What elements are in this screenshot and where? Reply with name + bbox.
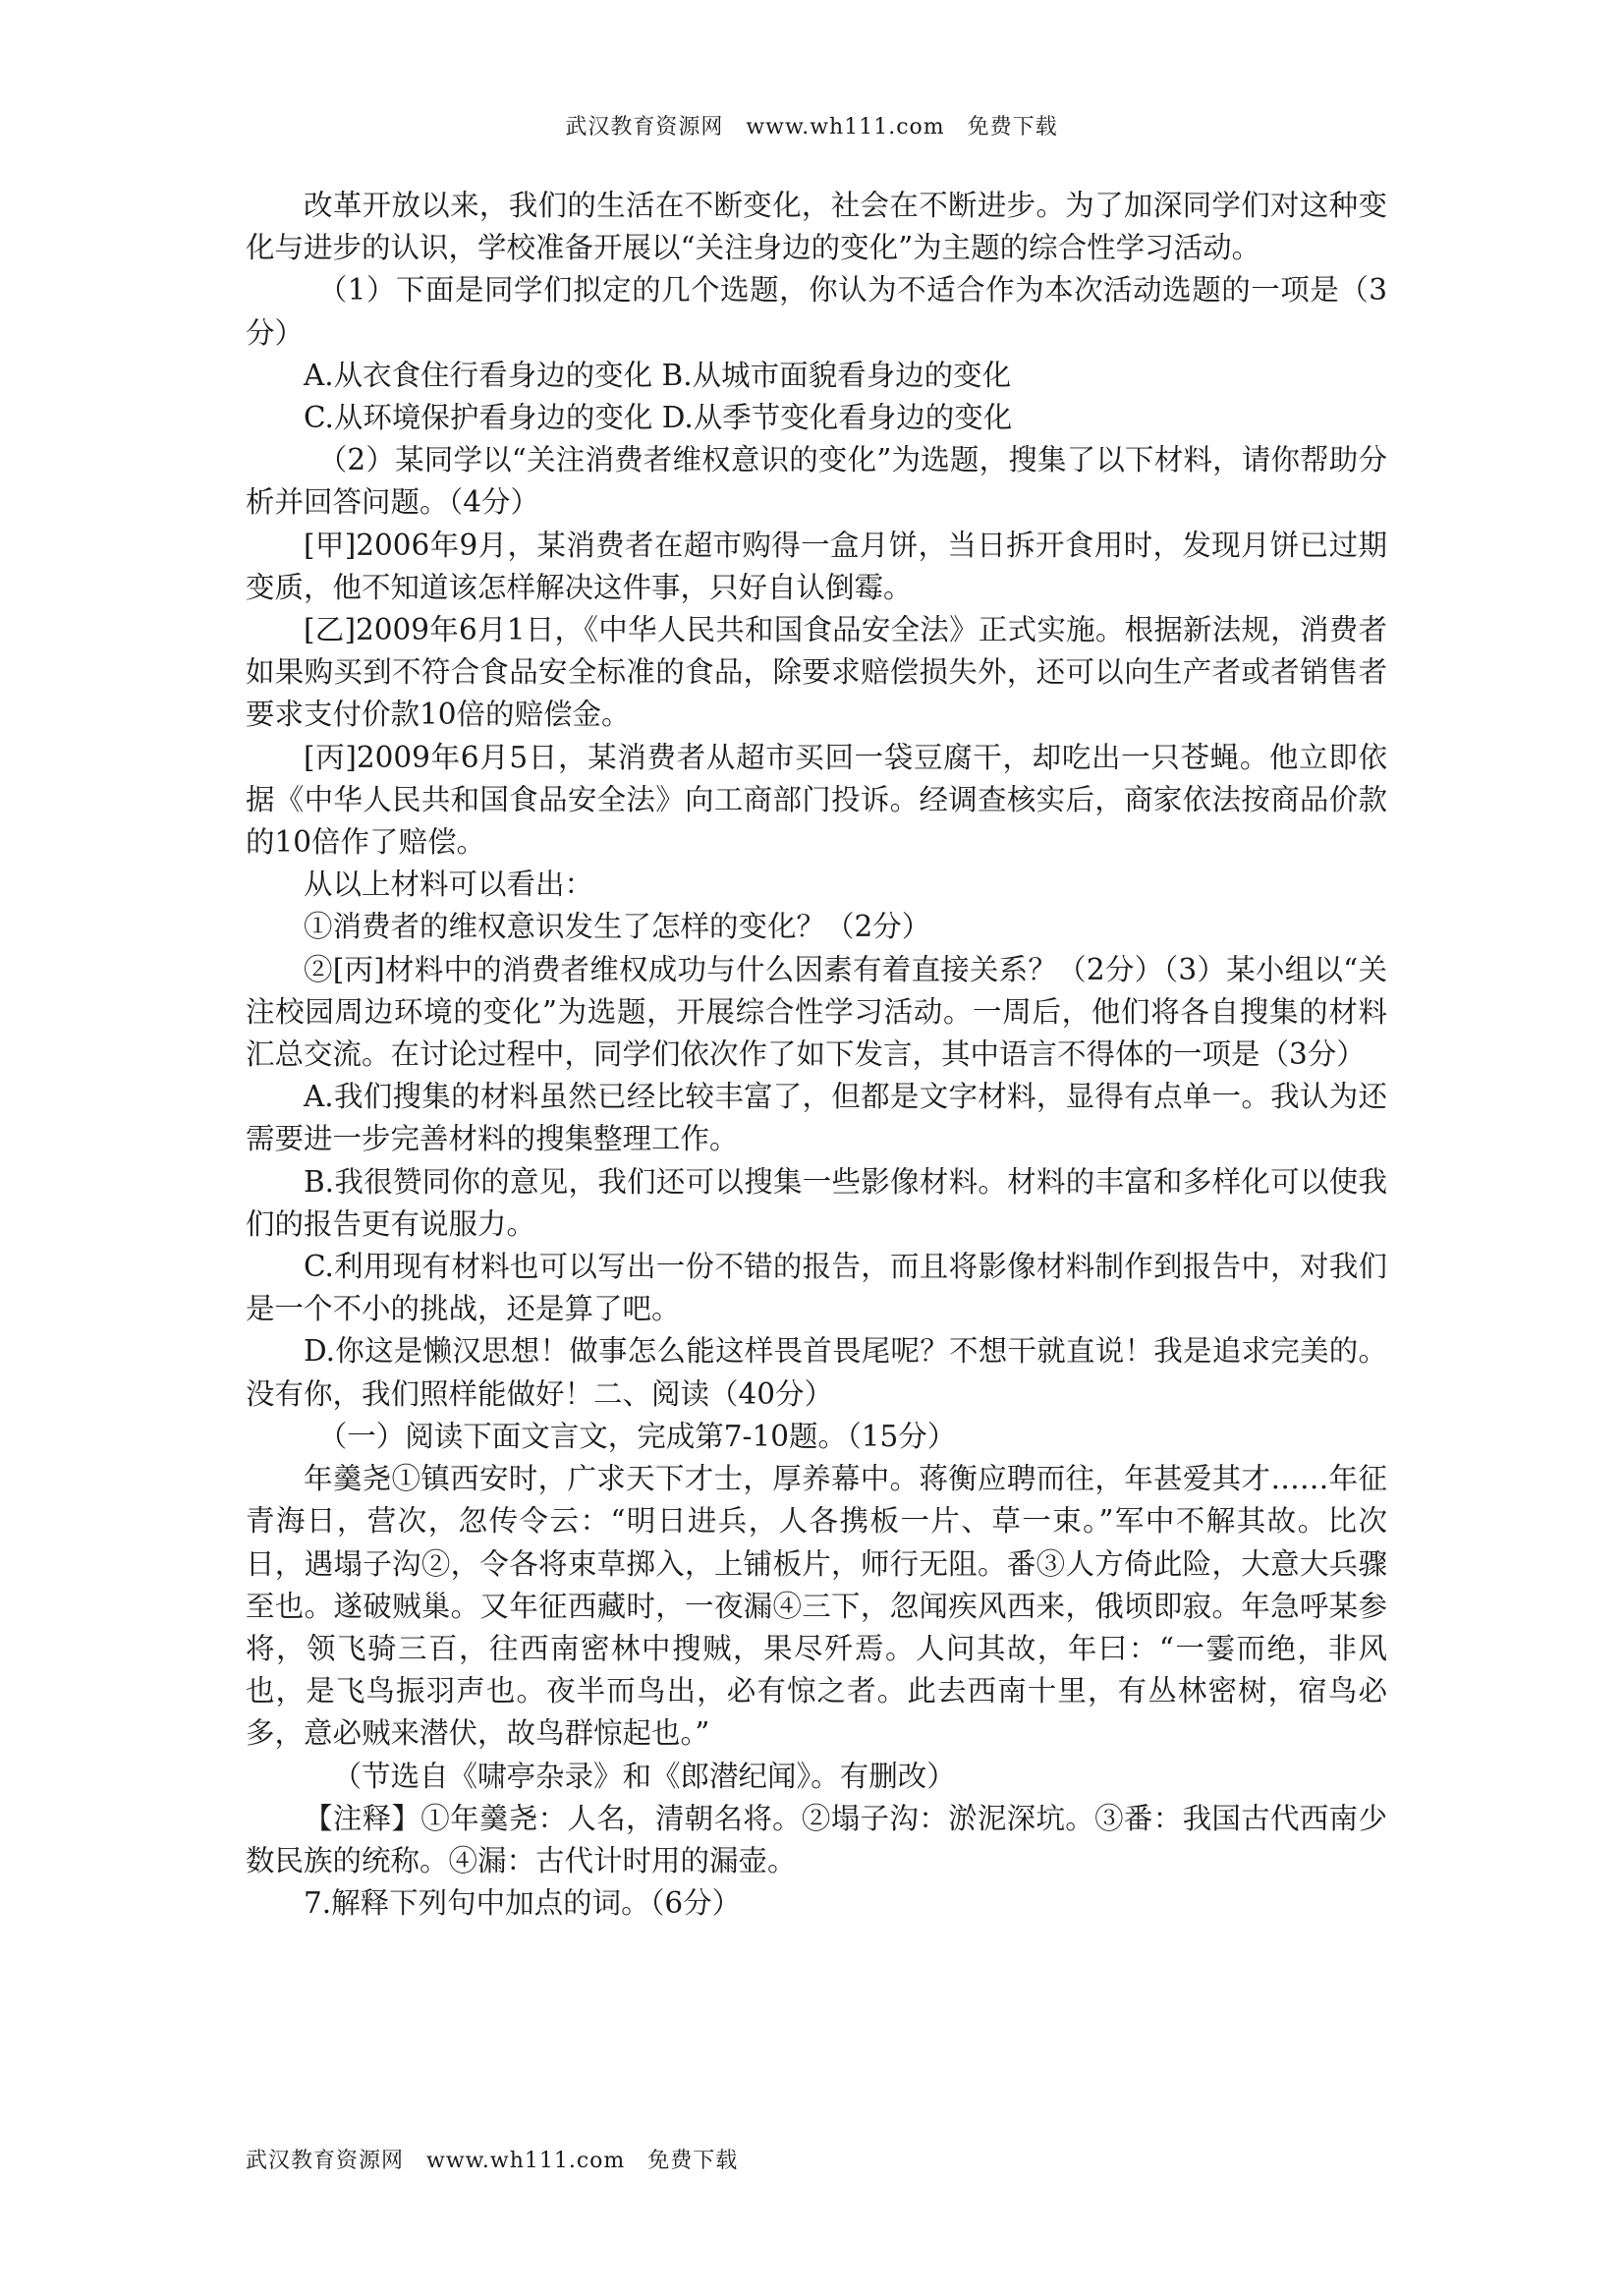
materials-summary: 从以上材料可以看出： (304, 868, 594, 902)
intro-paragraph: 改革开放以来，我们的生活在不断变化，社会在不断进步。为了加深同学们对这种变化与进步的认识，学校准备开展以“关注身边的变化”为主题的综合性学习活动。 (246, 189, 1387, 265)
question-3-option-a: A.我们搜集的材料虽然已经比较丰富了，但都是文字材料，显得有点单一。我认为还需要进一步完善材料的搜集整理工作。 (246, 1080, 1387, 1156)
question-2-sub-1: ①消费者的维权意识发生了怎样的变化？（2分） (304, 910, 931, 944)
question-2: （2）某同学以“关注消费者维权意识的变化”为选题，搜集了以下材料，请你帮助分析并回答问题。（4分） (246, 443, 1387, 520)
question-2-sub-2-and-question-3: ②[丙]材料中的消费者维权成功与什么因素有着直接关系？（2分）（3）某小组以“关注校园周边环境的变化”为选题，开展综合性学习活动。一周后，他们将各自搜集的材料汇总交流。在讨论过程中，同学们依次作了如下发言，其中语言不得体的一项是（3分） (246, 952, 1387, 1072)
question-3-option-b: B.我很赞同你的意见，我们还可以搜集一些影像材料。材料的丰富和多样化可以使我们的报告更有说服力。 (246, 1164, 1387, 1241)
question-1-options-cd: C.从环境保护看身边的变化 D.从季节变化看身边的变化 (304, 401, 1013, 435)
page-header: 武汉教育资源网 www.wh111.com 免费下载 (565, 115, 1058, 140)
page-footer: 武汉教育资源网 www.wh111.com 免费下载 (246, 2149, 739, 2173)
question-3-option-c: C.利用现有材料也可以写出一份不错的报告，而且将影像材料制作到报告中，对我们是一个不小的挑战，还是算了吧。 (246, 1250, 1387, 1326)
passage-notes: 【注释】①年羹尧：人名，清朝名将。②塌子沟：淤泥深坑。③番：我国古代西南少数民族的统称。④漏：古代计时用的漏壶。 (246, 1801, 1387, 1877)
document-body (246, 185, 1387, 1925)
question-3-option-d: D.你这是懒汉思想！做事怎么能这样畏首畏尾呢？不想干就直说！我是追求完美的。没有你，我们照样能做好！二、阅读（40分） (246, 1334, 1387, 1411)
material-jia: [甲]2006年9月，某消费者在超市购得一盒月饼，当日拆开食用时，发现月饼已过期变质，他不知道该怎样解决这件事，只好自认倒霉。 (246, 528, 1387, 604)
reading-section-heading: （一）阅读下面文言文，完成第7-10题。（15分） (317, 1419, 957, 1453)
question-1: （1）下面是同学们拟定的几个选题，你认为不适合作为本次活动选题的一项是（3分） (246, 273, 1387, 350)
question-7: 7.解释下列句中加点的词。（6分） (304, 1886, 742, 1921)
classical-chinese-passage: 年羹尧①镇西安时，广求天下才士，厚养幕中。蒋衡应聘而往，年甚爱其才……年征青海日，营次，忽传令云：“明日进兵，人各携板一片、草一束。”军中不解其故。比次日，遇塌子沟②，令各将束草掷入，上铺板片，师行无阻。番③人方倚此险，大意大兵骤至也。遂破贼巢。又年征西藏时，一夜漏④三下，忽闻疾风西来，俄顷即寂。年急呼某参将，领飞骑三百，往西南密林中搜贼，果尽歼焉。人问其故，年曰：“一霎而绝，非风也，是飞鸟振羽声也。夜半而鸟出，必有惊之者。此去西南十里，有丛林密树，宿鸟必多，意必贼来潜伏，故鸟群惊起也。” (246, 1462, 1387, 1751)
material-bing: [丙]2009年6月5日，某消费者从超市买回一袋豆腐干，却吃出一只苍蝇。他立即依据《中华人民共和国食品安全法》向工商部门投诉。经调查核实后，商家依法按商品价款的10倍作了赔偿。 (246, 740, 1387, 860)
passage-source: （节选自《啸亭杂录》和《郎潜纪闻》。有删改） (332, 1759, 956, 1793)
material-yi: [乙]2009年6月1日，《中华人民共和国食品安全法》正式实施。根据新法规，消费者如果购买到不符合食品安全标准的食品，除要求赔偿损失外，还可以向生产者或者销售者要求支付价款10倍的赔偿金。 (246, 613, 1387, 732)
question-1-options-ab: A.从衣食住行看身边的变化 B.从城市面貌看身边的变化 (304, 358, 1012, 392)
